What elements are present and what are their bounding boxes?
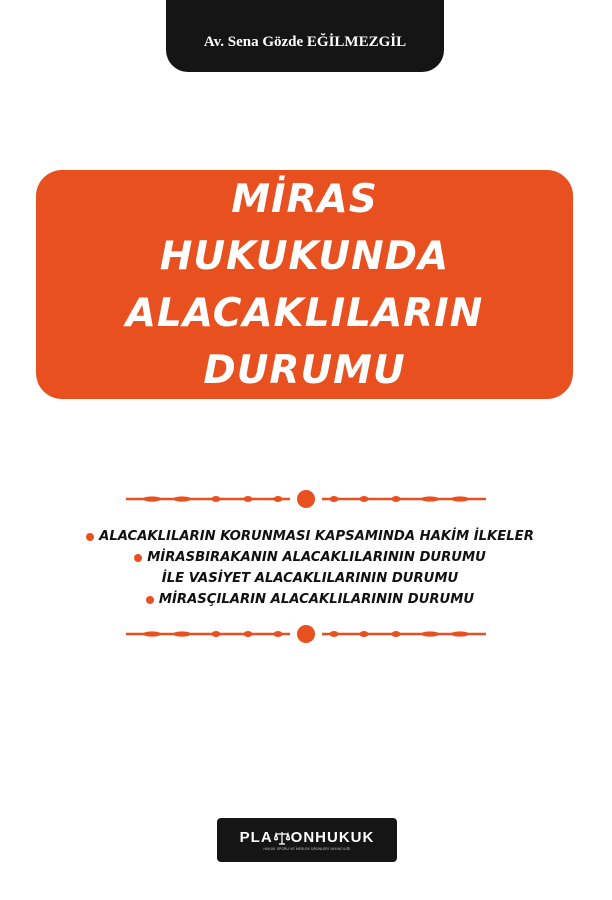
topic-item-2: [134, 547, 486, 568]
topic-item-2-text: MİRASBIRAKANIN ALACAKLILARININ DURUMU: [147, 550, 486, 565]
book-title-line-3: ALACAKLILARIN: [125, 290, 484, 336]
topic-list: [40, 526, 580, 610]
topic-item-2-continuation: İLE VASİYET ALACAKLILARININ DURUMU: [161, 571, 459, 586]
bullet-dot-icon: [146, 596, 154, 604]
publisher-logo: [217, 818, 397, 862]
bullet-dot-icon: [86, 533, 94, 541]
bottom-ornament-divider: [124, 622, 488, 646]
book-title-box: [36, 170, 573, 399]
topic-item-1-text: ALACAKLILARIN KORUNMASI KAPSAMINDA HAKİM İLKELER: [99, 529, 534, 544]
author-tab: [166, 0, 444, 72]
publisher-name-right: ONHUKUK: [290, 829, 375, 846]
book-title-line-1: MİRAS: [231, 176, 378, 222]
author-name: Av. Sena Gözde EĞİLMEZGİL: [203, 33, 407, 50]
bullet-dot-icon: [134, 554, 142, 562]
book-title-line-4: DURUMU: [203, 347, 406, 393]
book-title-line-2: HUKUKUNDA: [159, 233, 450, 279]
publisher-tagline: HUKUK SPORU VE MESLEK ÜRÜNLERİ YAYINCILIĞI: [263, 847, 351, 851]
topic-item-3-text: MİRASÇILARIN ALACAKLILARININ DURUMU: [158, 592, 475, 607]
top-ornament-divider: [124, 487, 488, 511]
scales-of-justice-icon: [274, 830, 290, 846]
publisher-name-left: PLA: [239, 829, 273, 846]
topic-item-1: [86, 526, 534, 547]
topic-item-3: [146, 589, 474, 610]
publisher-wordmark: [240, 829, 375, 846]
